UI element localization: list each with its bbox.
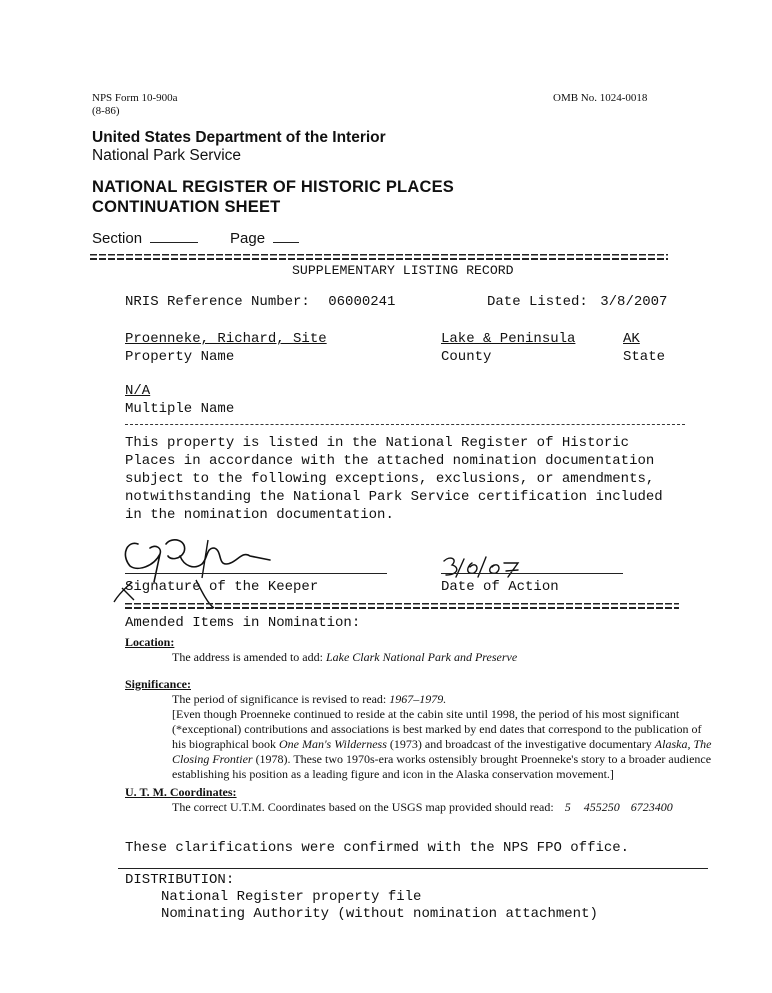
omb-number: OMB No. 1024-0018 <box>553 92 648 104</box>
period-prefix: The period of significance is revised to read: <box>172 692 387 706</box>
date-of-action-label: Date of Action <box>441 579 559 595</box>
county-label: County <box>441 349 492 365</box>
date-of-action-line <box>441 573 623 574</box>
signature-line <box>125 573 387 574</box>
page-field <box>230 230 299 247</box>
page-label: Page <box>230 230 266 247</box>
listing-statement <box>125 434 663 524</box>
signature-label: Signature of the Keeper <box>125 579 319 595</box>
location-heading: Location: <box>125 635 175 649</box>
section-label: Section <box>92 230 143 247</box>
distribution-rule <box>118 868 708 869</box>
date-listed-label: Date Listed: <box>487 294 588 310</box>
statement-line: This property is listed in the National Register of Historic <box>125 435 630 451</box>
form-number: NPS Form 10-900a <box>92 92 178 104</box>
property-name-label: Property Name <box>125 349 235 365</box>
state-value: AK <box>623 331 640 347</box>
explanation-text: [Even though Proenneke continued to reside at the cabin site until 1998, the period of his most significant (*exceptional) contributions and associations is best marked by end dates that correspond to the publication of his biographical book <box>172 707 702 751</box>
utm-zone: 5 <box>564 800 571 814</box>
location-text <box>172 650 517 665</box>
multiple-name-label: Multiple Name <box>125 401 235 417</box>
page-blank <box>273 230 299 243</box>
location-place: Lake Clark National Park and Preserve <box>325 650 518 664</box>
amended-heading: Amended Items in Nomination: <box>125 615 361 631</box>
agency-title: National Park Service <box>92 147 242 164</box>
record-title: SUPPLEMENTARY LISTING RECORD <box>292 263 514 278</box>
keeper-signature <box>110 530 280 610</box>
distribution-heading: DISTRIBUTION: <box>125 872 235 888</box>
documentary-title: Alaska, The Closing Frontier <box>172 737 712 766</box>
continuation-title: CONTINUATION SHEET <box>92 198 281 216</box>
location-prefix: The address is amended to add: <box>172 650 323 664</box>
date-listed-field <box>487 294 667 310</box>
nris-field <box>125 294 395 310</box>
statement-line: notwithstanding the National Park Service certification included <box>125 489 663 505</box>
department-title: United States Department of the Interior <box>92 129 386 146</box>
action-date-handwritten <box>438 553 548 579</box>
distribution-item: Nominating Authority (without nomination attachment) <box>161 906 598 922</box>
utm-heading: U. T. M. Coordinates: <box>125 785 237 799</box>
property-name-value: Proenneke, Richard, Site <box>125 331 327 347</box>
section-blank <box>150 230 198 243</box>
utm-text <box>172 800 673 815</box>
distribution-item: National Register property file <box>161 889 422 905</box>
nris-label: NRIS Reference Number: <box>125 294 310 310</box>
confirmation-note: These clarifications were confirmed with the NPS FPO office. <box>125 840 630 856</box>
book-title: One Man's Wilderness <box>278 737 387 751</box>
utm-easting: 455250 <box>583 800 620 814</box>
register-title: NATIONAL REGISTER OF HISTORIC PLACES <box>92 178 454 196</box>
significance-period <box>172 692 446 707</box>
section-field <box>92 230 198 247</box>
statement-line: in the nomination documentation. <box>125 507 394 523</box>
explanation-text: (1973) and broadcast of the investigative documentary <box>386 737 655 751</box>
statement-line: subject to the following exceptions, exclusions, or amendments, <box>125 471 655 487</box>
statement-line: Places in accordance with the attached nomination documentation <box>125 453 655 469</box>
utm-northing: 6723400 <box>630 800 673 814</box>
explanation-text: (1978). These two 1970s-era works ostensibly brought Proenneke's story to a broader audience establishing his position as a leading figure and icon in the Alaska conservation movement.] <box>172 752 712 781</box>
dashed-divider <box>125 424 685 425</box>
period-value: 1967–1979. <box>389 692 447 706</box>
form-date: (8-86) <box>92 105 120 117</box>
header-double-rule <box>90 254 668 260</box>
nris-value: 06000241 <box>328 294 396 310</box>
significance-heading: Significance: <box>125 677 191 691</box>
utm-prefix: The correct U.T.M. Coordinates based on the USGS map provided should read: <box>172 800 554 814</box>
multiple-name-value: N/A <box>125 383 151 399</box>
amended-double-rule <box>125 603 679 609</box>
county-value: Lake & Peninsula <box>441 331 576 347</box>
state-label: State <box>623 349 666 365</box>
significance-explanation <box>172 707 712 782</box>
date-listed-value: 3/8/2007 <box>600 294 668 310</box>
